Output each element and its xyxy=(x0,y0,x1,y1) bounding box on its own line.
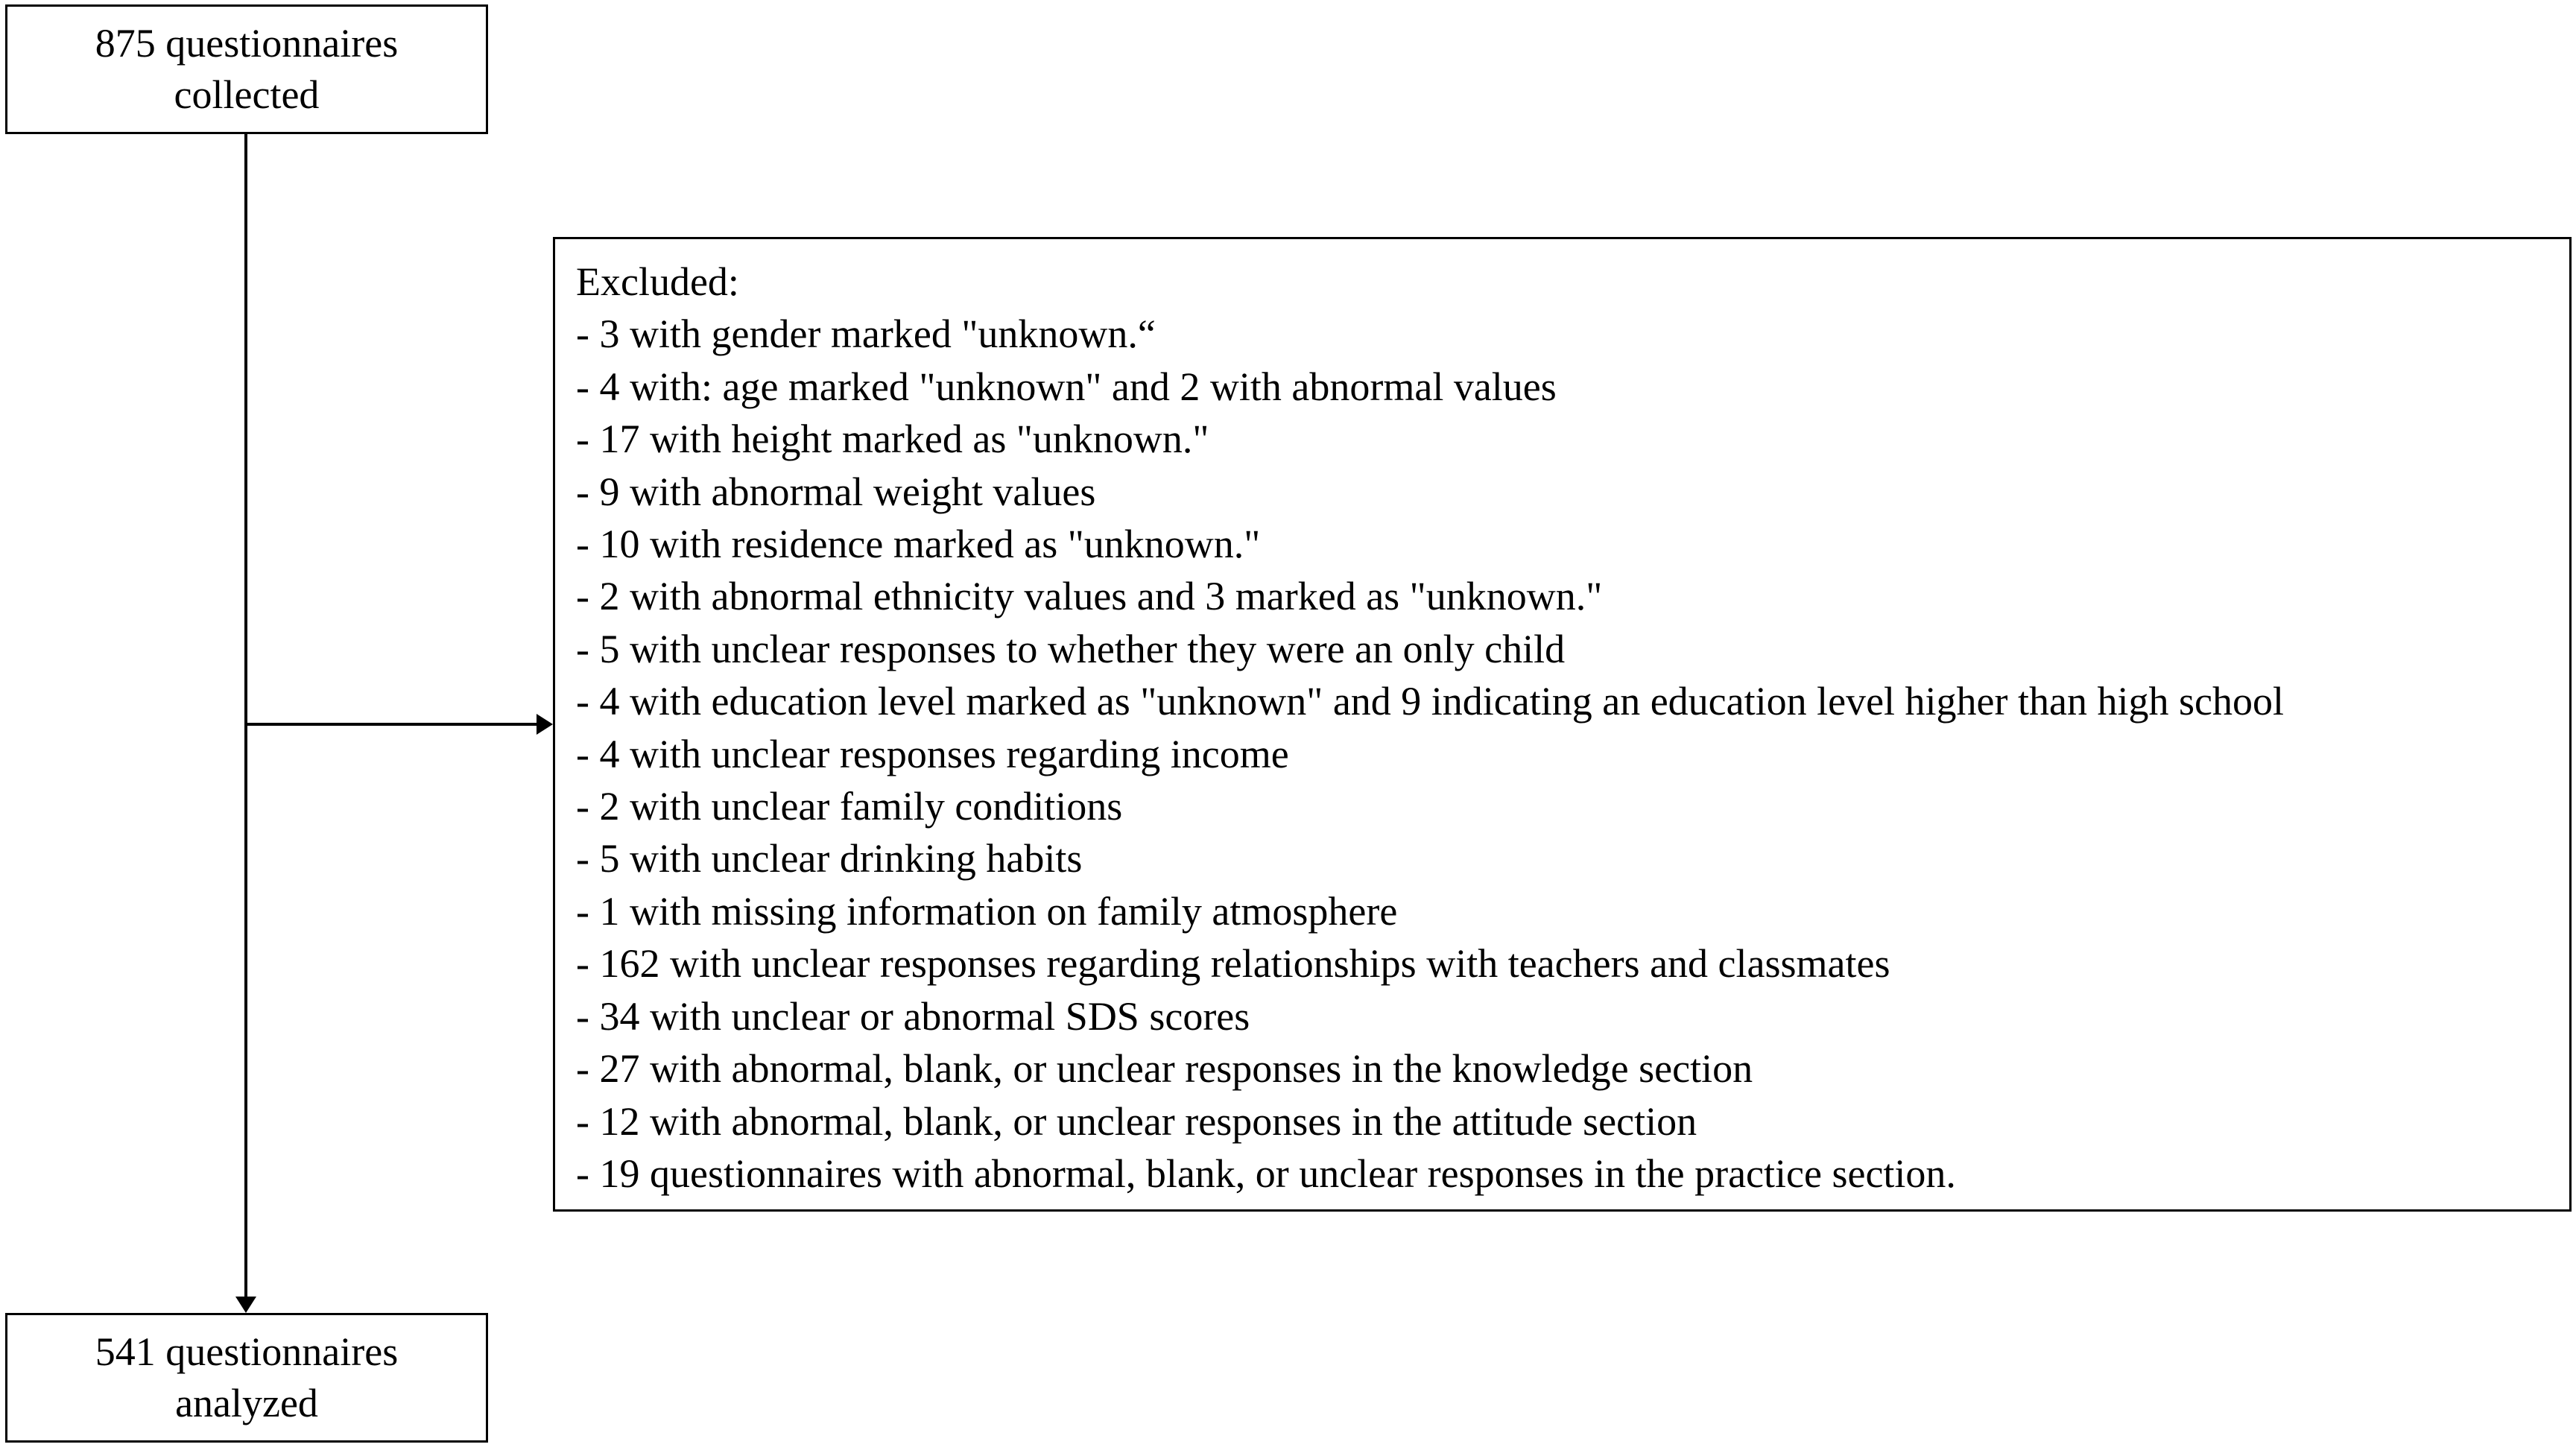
exclusion-item: - 2 with unclear family conditions xyxy=(576,784,1123,829)
exclusion-item: - 1 with missing information on family atmosphere xyxy=(576,888,1398,934)
exclusion-branch-arrowhead xyxy=(537,714,553,735)
exclusion-item: - 10 with residence marked as "unknown." xyxy=(576,522,1261,567)
start-node xyxy=(5,4,488,134)
exclusion-item: - 9 with abnormal weight values xyxy=(576,469,1096,514)
main-flow-arrowhead xyxy=(235,1297,256,1313)
exclusion-item: - 17 with height marked as "unknown." xyxy=(576,417,1209,462)
exclusion-node xyxy=(553,237,2572,1212)
exclusion-heading: Excluded: xyxy=(576,259,739,304)
start-node-line1: 875 questionnaires xyxy=(95,21,399,66)
exclusion-item: - 2 with abnormal ethnicity values and 3 marked as "unknown." xyxy=(576,574,1603,619)
exclusion-item: - 12 with abnormal, blank, or unclear responses in the attitude section xyxy=(576,1098,1697,1144)
exclusion-item: - 4 with: age marked "unknown" and 2 with abnormal values xyxy=(576,364,1557,409)
exclusion-item: - 27 with abnormal, blank, or unclear responses in the knowledge section xyxy=(576,1046,1753,1092)
end-node-line1: 541 questionnaires xyxy=(95,1329,399,1374)
exclusion-item: - 5 with unclear responses to whether they were an only child xyxy=(576,626,1566,671)
exclusion-item: - 3 with gender marked "unknown.“ xyxy=(576,311,1156,357)
exclusion-item: - 4 with unclear responses regarding income xyxy=(576,731,1289,776)
exclusion-item: - 19 questionnaires with abnormal, blank, or unclear responses in the practice section. xyxy=(576,1150,1956,1196)
start-node-line2: collected xyxy=(174,72,320,117)
exclusion-item: - 4 with education level marked as "unknown" and 9 indicating an education level higher than high school xyxy=(576,679,2284,724)
exclusion-item: - 5 with unclear drinking habits xyxy=(576,836,1083,881)
end-node xyxy=(5,1313,488,1443)
exclusion-item: - 34 with unclear or abnormal SDS scores xyxy=(576,993,1250,1039)
exclusion-item: - 162 with unclear responses regarding relationships with teachers and classmates xyxy=(576,941,1890,987)
end-node-line2: analyzed xyxy=(175,1381,318,1425)
